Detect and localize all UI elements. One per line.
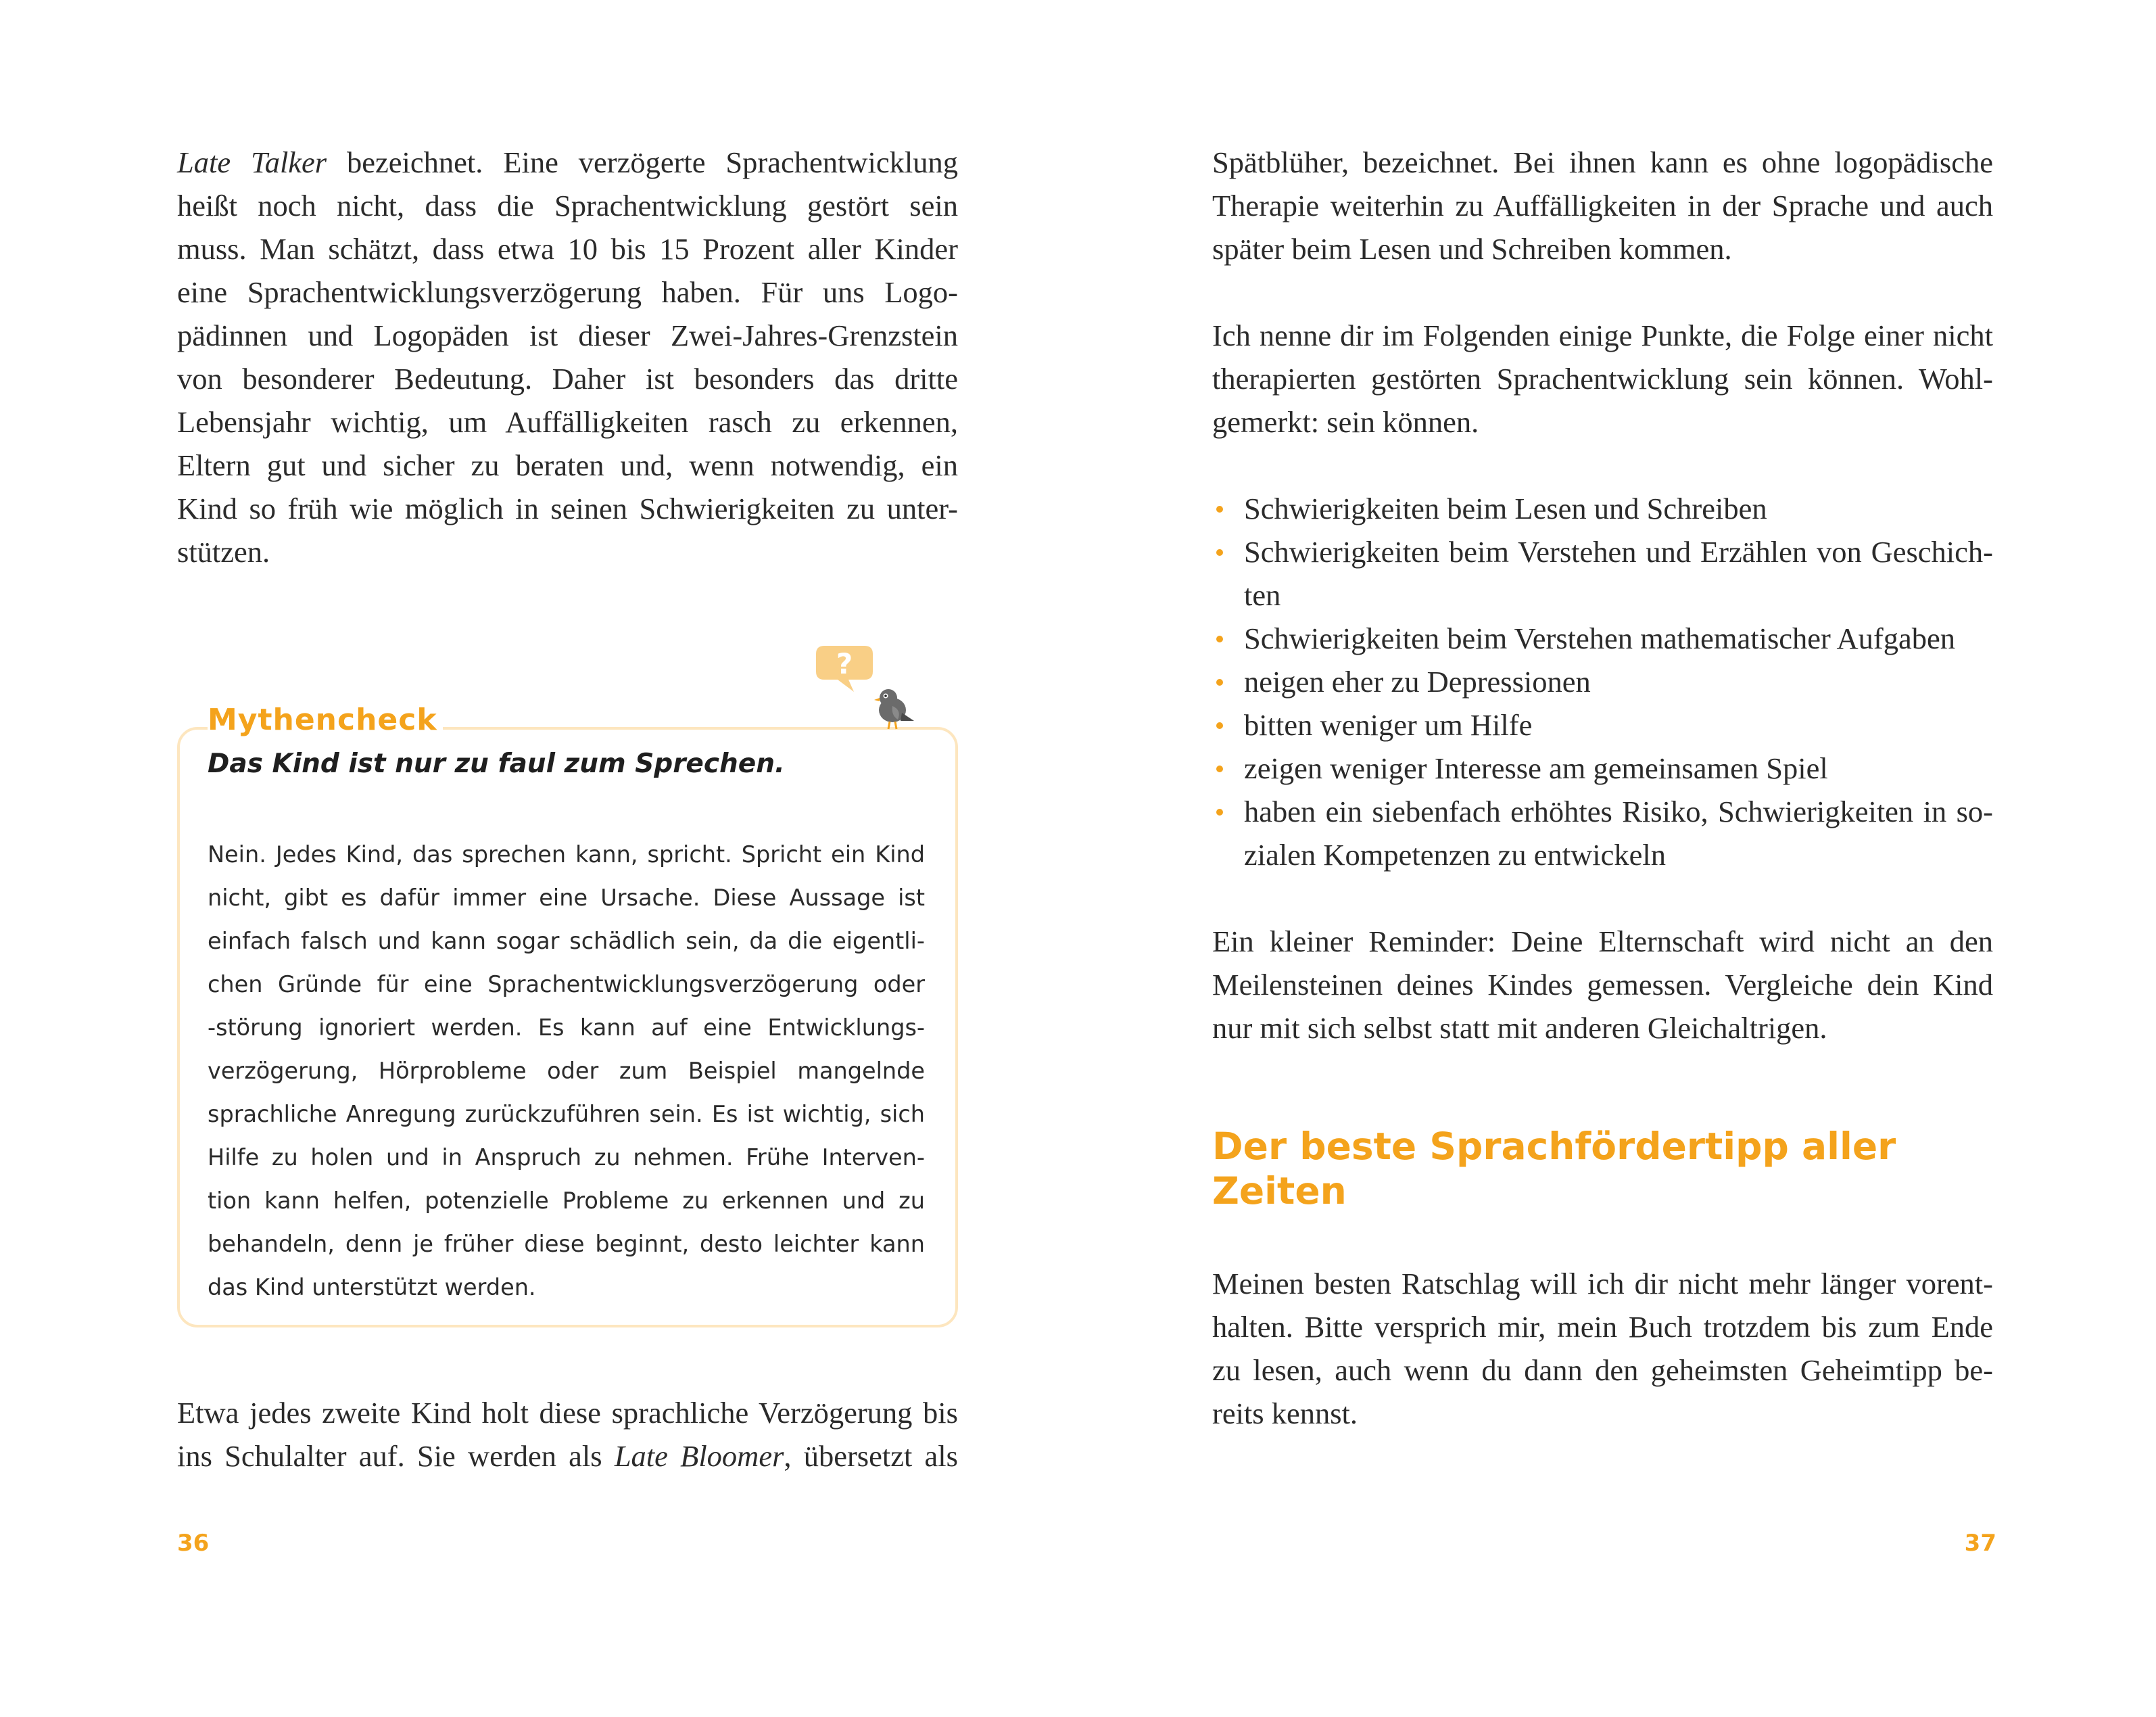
text-line: pädinnen und Logopäden ist dieser Zwei-Jahres-Grenzstein	[177, 319, 958, 352]
bullet-dot	[1216, 549, 1223, 556]
bullet-dot	[1216, 636, 1223, 642]
text-line: Spätblüher, bezeichnet. Bei ihnen kann es ohne logopädische	[1212, 145, 1993, 179]
text-line: therapierten gestörten Sprachentwicklung sein können. Wohl-	[1212, 362, 1993, 396]
list-item: Schwierigkeiten beim Verstehen mathematischer Aufgaben	[1212, 617, 1993, 660]
text-line: gemerkt: sein können.	[1212, 405, 1479, 439]
list-item: bitten weniger um Hilfe	[1212, 703, 1993, 747]
mythencheck-body	[208, 833, 925, 1309]
text-line: reits kennst.	[1212, 1396, 1358, 1430]
text-line: verzögerung, Hörprobleme oder zum Beispiel mangelnde	[208, 1058, 925, 1084]
question-speech-bubble-icon	[815, 644, 874, 695]
text-line: zu lesen, auch wenn du dann den geheimsten Geheimtipp be-	[1212, 1353, 1993, 1387]
right-page-column	[1212, 141, 1993, 1435]
text-line: Etwa jedes zweite Kind holt diese sprachliche Verzögerung bis	[177, 1396, 958, 1430]
text-line: später beim Lesen und Schreiben kommen.	[1212, 232, 1732, 266]
text-line: sprachliche Anregung zurückzuführen sein. Es ist wichtig, sich	[208, 1101, 925, 1127]
text-line: Ein kleiner Reminder: Deine Elternschaft wird nicht an den	[1212, 924, 1993, 958]
mythencheck-heading: Mythencheck	[208, 700, 443, 740]
bird-icon	[872, 683, 917, 730]
list-item: zeigen weniger Interesse am gemeinsamen Spiel	[1212, 747, 1993, 790]
text-line: heißt noch nicht, dass die Sprachentwicklung gestört sein	[177, 189, 958, 222]
text-line: ins Schulalter auf. Sie werden als Late Bloomer, übersetzt als	[177, 1439, 958, 1473]
text-line: von besonderer Bedeutung. Daher ist besonders das dritte	[177, 362, 958, 396]
text-line: nur mit sich selbst statt mit anderen Gleichaltrigen.	[1212, 1011, 1827, 1045]
text-line: Late Talker bezeichnet. Eine verzögerte Sprachentwicklung	[177, 145, 958, 179]
bullet-dot	[1216, 722, 1223, 729]
bullet-dot	[1216, 809, 1223, 816]
text-line: Meinen besten Ratschlag will ich dir nicht mehr länger vorent-	[1212, 1267, 1993, 1300]
list-item: neigen eher zu Depressionen	[1212, 660, 1993, 703]
text-line: muss. Man schätzt, dass etwa 10 bis 15 Prozent aller Kinder	[177, 232, 958, 266]
text-line: einfach falsch und kann sogar schädlich sein, da die eigentli-	[208, 928, 925, 954]
text-line: halten. Bitte versprich mir, mein Buch trotzdem bis zum Ende	[1212, 1310, 1993, 1344]
text-line: das Kind unterstützt werden.	[208, 1274, 536, 1300]
page-number-right: 37	[1964, 1530, 1996, 1557]
section-heading: Der beste Sprachfördertipp aller Zeiten	[1212, 1125, 1896, 1213]
mythencheck-statement: Das Kind ist nur zu faul zum Sprechen.	[208, 749, 785, 779]
bullet-dot	[1216, 506, 1223, 513]
bullet-dot	[1216, 766, 1223, 772]
text-line: Nein. Jedes Kind, das sprechen kann, spricht. Spricht ein Kind	[208, 841, 925, 868]
paragraph-spaetblueher	[1212, 141, 1993, 271]
closing-paragraph	[177, 1391, 958, 1478]
text-line: stützen.	[177, 535, 270, 569]
text-line: tion kann helfen, potenzielle Probleme zu erkennen und zu	[208, 1187, 925, 1214]
page-number-left: 36	[177, 1530, 210, 1557]
left-page-column	[177, 141, 958, 573]
text-line: Therapie weiterhin zu Auffälligkeiten in der Sprache und auch	[1212, 189, 1993, 222]
intro-paragraph	[177, 141, 958, 573]
paragraph-reminder	[1212, 920, 1993, 1050]
list-item: Schwierigkeiten beim Verstehen und Erzählen von Geschich- ten	[1212, 530, 1993, 617]
text-line: Ich nenne dir im Folgenden einige Punkte, die Folge einer nicht	[1212, 319, 1993, 352]
text-line: Hilfe zu holen und in Anspruch zu nehmen. Frühe Interven-	[208, 1144, 925, 1171]
text-line: Lebensjahr wichtig, um Auffälligkeiten rasch zu erkennen,	[177, 405, 958, 439]
bubble-question-mark: ?	[836, 647, 853, 680]
text-line: chen Gründe für eine Sprachentwicklungsverzögerung oder	[208, 971, 925, 997]
list-item: Schwierigkeiten beim Lesen und Schreiben	[1212, 487, 1993, 530]
text-line: Eltern gut und sicher zu beraten und, wenn notwendig, ein	[177, 448, 958, 482]
text-line: Kind so früh wie möglich in seinen Schwierigkeiten zu unter-	[177, 492, 958, 525]
text-line: -störung ignoriert werden. Es kann auf eine Entwicklungs-	[208, 1014, 925, 1041]
consequences-list	[1212, 487, 1993, 876]
paragraph-folgen-intro	[1212, 314, 1993, 444]
list-item: haben ein siebenfach erhöhtes Risiko, Schwierigkeiten in so- zialen Kompetenzen zu entwickeln	[1212, 790, 1993, 876]
text-line: eine Sprachentwicklungsverzögerung haben. Für uns Logo-	[177, 275, 958, 309]
text-line: behandeln, denn je früher diese beginnt, desto leichter kann	[208, 1231, 925, 1257]
paragraph-ratschlag	[1212, 1262, 1993, 1435]
text-line: nicht, gibt es dafür immer eine Ursache. Diese Aussage ist	[208, 885, 925, 911]
text-line: Meilensteinen deines Kindes gemessen. Vergleiche dein Kind	[1212, 968, 1993, 1002]
bullet-dot	[1216, 679, 1223, 686]
